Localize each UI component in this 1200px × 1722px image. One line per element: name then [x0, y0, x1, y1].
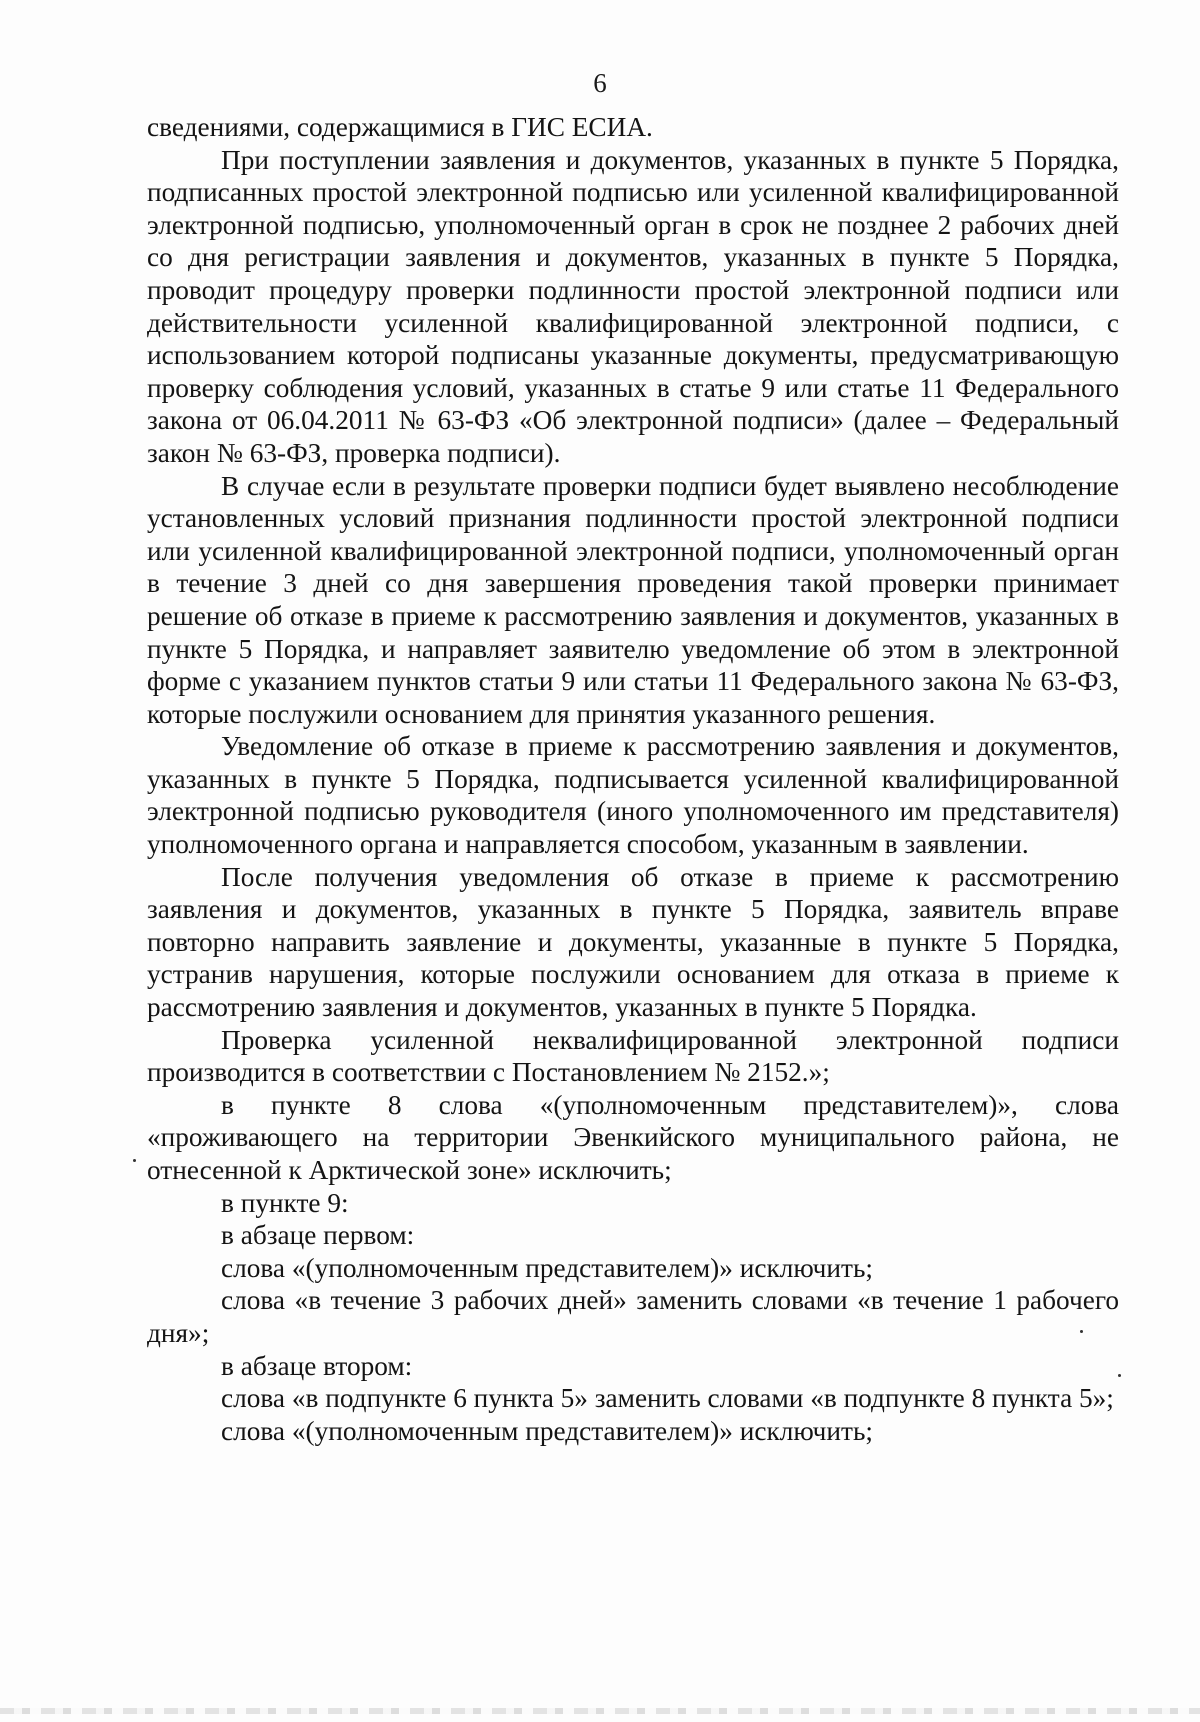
- paragraph-refusal-notice: Уведомление об отказе в приеме к рассмотрению заявления и документов, указанных в пункте 5 Порядка, подписывается усиленной квалифицированной электронной подписью руководителя (иного уполномоченного им представителя) уполномоченного органа и направляется способом, указанным в заявлении.: [147, 731, 1119, 860]
- scan-speck: [133, 1159, 136, 1162]
- paragraph-exclude-representative-2: слова «(уполномоченным представителем)» исключить;: [221, 1415, 873, 1446]
- paragraph-second-clause: в абзаце втором:: [221, 1350, 413, 1381]
- paragraph-replace-subitem: слова «в подпункте 6 пункта 5» заменить словами «в подпункте 8 пункта 5»;: [221, 1383, 1114, 1414]
- paragraph-exclude-representative-1: слова «(уполномоченным представителем)» исключить;: [221, 1252, 873, 1283]
- paragraph-item-8: в пункте 8 слова «(уполномоченным представителем)», слова «проживающего на территории Эвенкийского муниципального района, не отнесенной к Арктической зоне» исключить;: [147, 1089, 1119, 1185]
- page-number: 6: [593, 68, 607, 98]
- paragraph-first-clause: в абзаце первом:: [221, 1220, 415, 1251]
- paragraph-item-9: в пункте 9:: [221, 1187, 349, 1218]
- scan-speck: [1118, 1374, 1121, 1377]
- paragraph-continuation: сведениями, содержащимися в ГИС ЕСИА.: [147, 112, 653, 142]
- paragraph-signature-check: При поступлении заявления и документов, указанных в пункте 5 Порядка, подписанных простой электронной подписью или усиленной квалифицированной электронной подписью, уполномоченный орган в срок не позднее 2 рабочих дней со дня регистрации заявления и документов, указанных в пункте 5 Порядка, проводит процедуру проверки подлинности простой электронной подписи или действительности усиленной квалифицированной электронной подписи, с использованием которой подписаны указанные документы, предусматривающую проверку соблюдения условий, указанных в статье 9 или статье 11 Федерального закона от 06.04.2011 № 63-ФЗ «Об электронной подписи» (далее – Федеральный закон № 63-ФЗ, проверка подписи).: [147, 144, 1119, 468]
- scan-edge-artifact: [0, 1708, 1200, 1714]
- document-body: [147, 111, 1119, 1447]
- scan-speck: [1080, 1330, 1083, 1333]
- paragraph-unqualified-signature: Проверка усиленной неквалифицированной электронной подписи производится в соответствии с Постановлением № 2152.»;: [147, 1024, 1119, 1088]
- paragraph-replace-days: слова «в течение 3 рабочих дней» заменить словами «в течение 1 рабочего дня»;: [147, 1285, 1119, 1348]
- paragraph-refusal-decision: В случае если в результате проверки подписи будет выявлено несоблюдение установленных условий признания подлинности простой электронной подписи или усиленной квалифицированной электронной подписи, уполномоченный орган в течение 3 дней со дня завершения проведения такой проверки принимает решение об отказе в приеме к рассмотрению заявления и документов, указанных в пункте 5 Порядка, и направляет заявителю уведомление об этом в электронной форме с указанием пунктов статьи 9 или статьи 11 Федерального закона № 63-ФЗ, которые послужили основанием для принятия указанного решения.: [147, 470, 1119, 729]
- paragraph-resubmission: После получения уведомления об отказе в приеме к рассмотрению заявления и документов, указанных в пункте 5 Порядка, заявитель вправе повторно направить заявление и документы, указанные в пункте 5 Порядка, устранив нарушения, которые послужили основанием для отказа в приеме к рассмотрению заявления и документов, указанных в пункте 5 Порядка.: [147, 861, 1119, 1023]
